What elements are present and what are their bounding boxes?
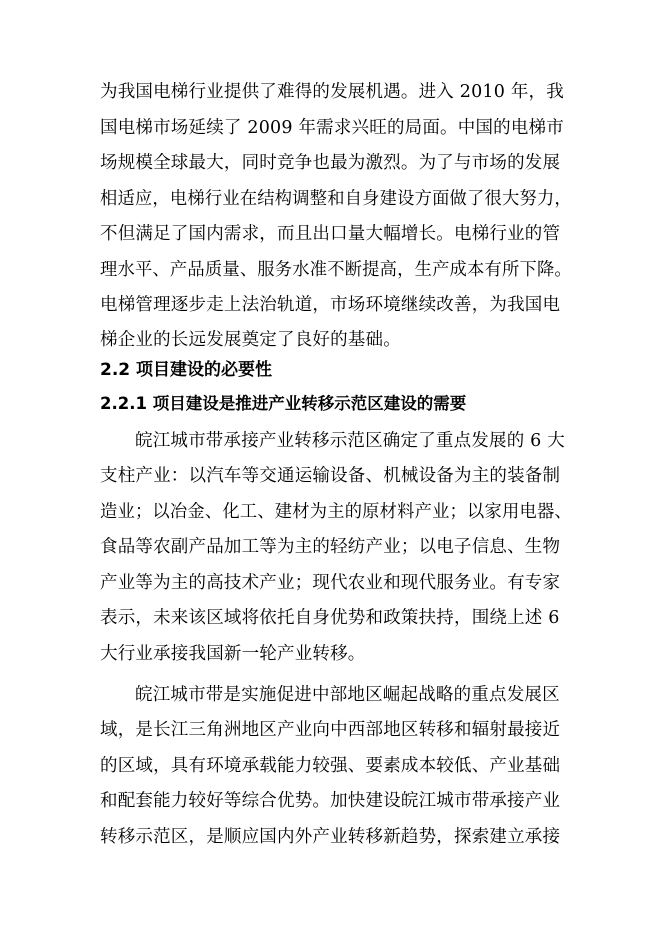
- paragraph-2-line-1: 皖江城市带承接产业转移示范区确定了重点发展的 6 大: [135, 431, 565, 451]
- paragraph-2-line-7: 大行业承接我国新一轮产业转移。: [100, 644, 366, 664]
- paragraph-1-line-6: 理水平、产品质量、服务水准不断提高，生产成本有所下降。: [100, 260, 572, 280]
- paragraph-2-line-6: 表示，未来该区域将依托自身优势和政策扶持，围绕上述 6: [100, 608, 560, 628]
- paragraph-2-line-5: 产业等为主的高技术产业；现代农业和现代服务业。有专家: [100, 573, 561, 593]
- section-heading-2-2-1: 2.2.1 项目建设是推进产业转移示范区建设的需要: [100, 394, 467, 413]
- paragraph-1-line-2: 国电梯市场延续了 2009 年需求兴旺的局面。中国的电梯市: [100, 118, 564, 138]
- paragraph-1-line-8: 梯企业的长远发展奠定了良好的基础。: [100, 330, 401, 350]
- paragraph-2-line-3: 造业；以冶金、化工、建材为主的原材料产业；以家用电器、: [100, 502, 572, 522]
- paragraph-1-line-1: 为我国电梯行业提供了难得的发展机遇。进入 2010 年，我: [100, 82, 564, 102]
- paragraph-3-line-1: 皖江城市带是实施促进中部地区崛起战略的重点发展区: [135, 685, 560, 705]
- paragraph-1-line-3: 场规模全球最大，同时竞争也最为激烈。为了与市场的发展: [100, 153, 561, 173]
- paragraph-1-line-5: 不但满足了国内需求，而且出口量大幅增长。电梯行业的管: [100, 224, 561, 244]
- paragraph-3-line-2: 域，是长江三角洲地区产业向中西部地区转移和辐射最接近: [100, 720, 561, 740]
- paragraph-3-line-5: 转移示范区，是顺应国内外产业转移新趋势，探索建立承接: [100, 827, 561, 847]
- paragraph-3-line-3: 的区域，具有环境承载能力较强、要素成本较低、产业基础: [100, 756, 561, 776]
- section-heading-2-2: 2.2 项目建设的必要性: [100, 360, 273, 380]
- paragraph-1-line-4: 相适应，电梯行业在结构调整和自身建设方面做了很大努力，: [100, 189, 572, 209]
- paragraph-3-line-4: 和配套能力较好等综合优势。加快建设皖江城市带承接产业: [100, 791, 561, 811]
- paragraph-1-line-7: 电梯管理逐步走上法治轨道，市场环境继续改善，为我国电: [100, 295, 561, 315]
- paragraph-2-line-2: 支柱产业：以汽车等交通运输设备、机械设备为主的装备制: [100, 466, 561, 486]
- paragraph-2-line-4: 食品等农副产品加工等为主的轻纺产业；以电子信息、生物: [100, 537, 561, 557]
